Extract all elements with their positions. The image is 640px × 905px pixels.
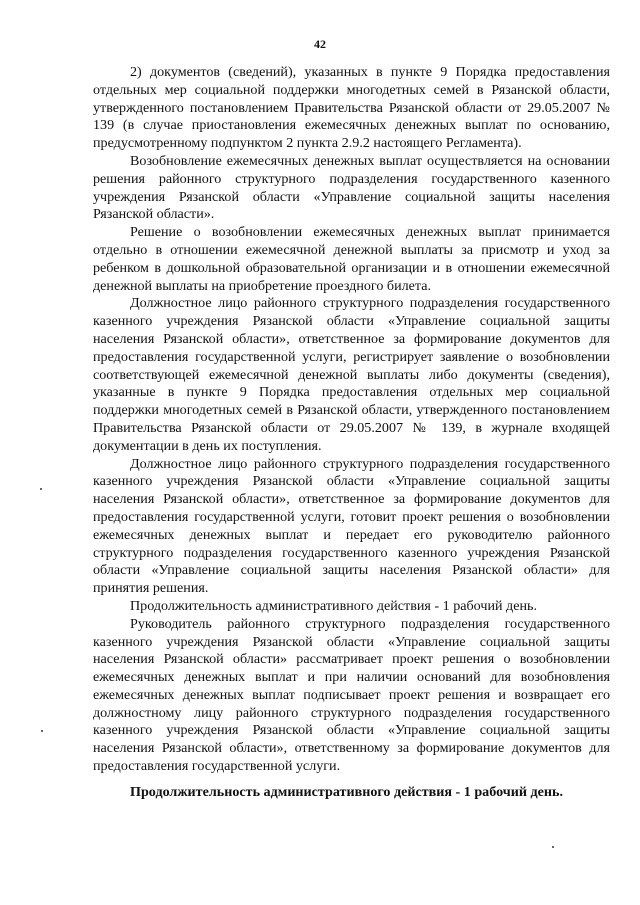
paragraph-duration-2: Продолжительность административного действия - 1 рабочий день. (130, 783, 563, 800)
scan-speck (41, 730, 43, 732)
paragraph-spacer (93, 776, 610, 784)
paragraph-official-registers: Должностное лицо районного структурного подразделения государственного казенного учреждения Рязанской области «Управление социальной защиты населения Рязанской области», ответственное за формирование документов для предоставления государственной услуги, регистрирует заявление о возобновлении соответствующей ежемесячной денежной выплаты либо документы (сведения), указанные в пункте 9 Порядка предоставления отдельных мер социальной поддержки многодетных семей в Рязанской области, утвержденного постановлением Правительства Рязанской области от 29.05.2007 № 139, в журнале входящей документации в день их поступления. (93, 295, 610, 454)
scan-speck (552, 846, 554, 848)
page-number: 42 (314, 37, 326, 51)
scan-speck (40, 488, 42, 490)
document-body (93, 64, 610, 802)
paragraph-resumption-basis: Возобновление ежемесячных денежных выплат осуществляется на основании решения районного структурного подразделения государственного казенного учреждения Рязанской области «Управление социальной защиты населения Рязанской области». (93, 152, 610, 223)
paragraph-documents-list: 2) документов (сведений), указанных в пункте 9 Порядка предоставления отдельных мер социальной поддержки многодетных семей в Рязанской области, утвержденного постановлением Правительства Рязанской области от 29.05.2007 № 139 (в случае приостановления ежемесячных денежных выплат по основанию, предусмотренному подпунктом 2 пункта 2.9.2 настоящего Регламента). (93, 64, 610, 152)
paragraph-resumption-decision: Решение о возобновлении ежемесячных денежных выплат принимается отдельно в отношении ежемесячной денежной выплаты за присмотр и уход за ребенком в дошкольной образовательной организации и в отношении ежемесячной денежной выплаты на приобретение проездного билета. (93, 224, 610, 294)
paragraph-duration-1: Продолжительность административного действия - 1 рабочий день. (130, 597, 537, 614)
paragraph-official-prepares: Должностное лицо районного структурного подразделения государственного казенного учреждения Рязанской области «Управление социальной защиты населения Рязанской области», ответственное за формирование документов для предоставления государственной услуги, готовит проект решения о возобновлении ежемесячных денежных выплат и передает его руководителю районного структурного подразделения государственного казенного учреждения Рязанской области «Управление социальной защиты населения Рязанской области» для принятия решения. (93, 455, 610, 597)
paragraph-head-reviews: Руководитель районного структурного подразделения государственного казенного учреждения Рязанской области «Управление социальной защиты населения Рязанской области» рассматривает проект решения о возобновлении ежемесячных денежных выплат и при наличии оснований для возобновления ежемесячных денежных выплат подписывает проект решения и возвращает его должностному лицу районного структурного подразделения государственного казенного учреждения Рязанской области «Управление социальной защиты населения Рязанской области», ответственному за формирование документов для предоставления государственной услуги. (93, 615, 610, 775)
